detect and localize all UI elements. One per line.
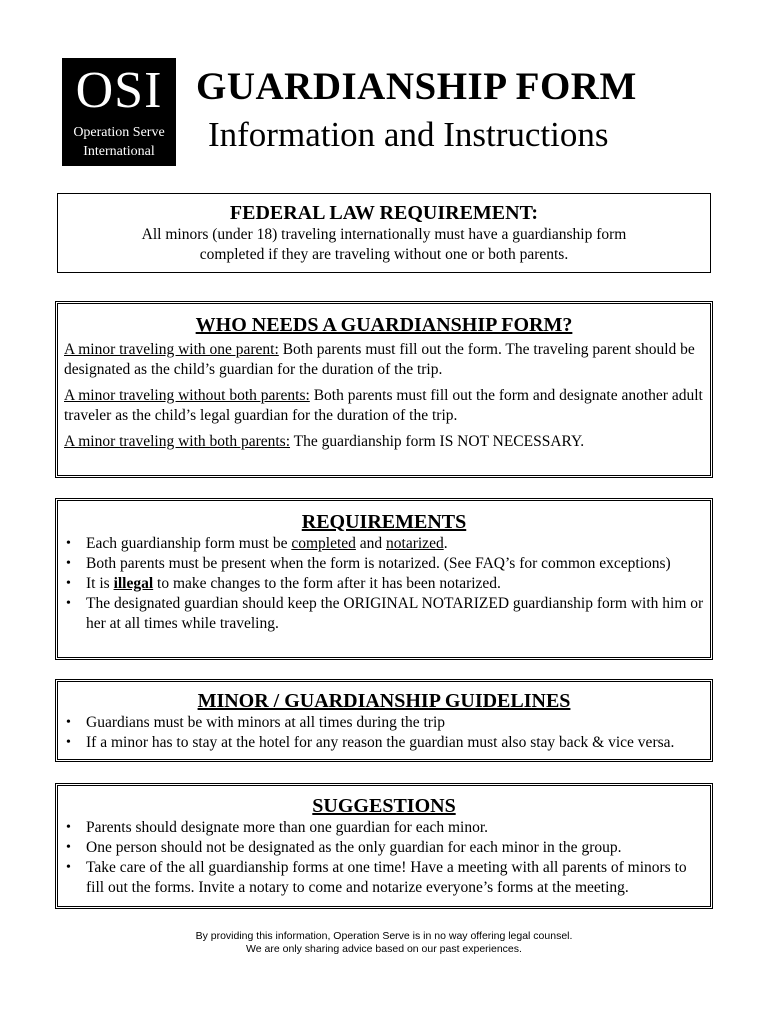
who-needs-heading: WHO NEEDS A GUARDIANSHIP FORM? [195,314,573,336]
federal-law-heading: FEDERAL LAW REQUIREMENT: [229,202,539,224]
list-item [86,574,704,594]
list-item: • Guardians must be with minors at all times during the trip [86,713,704,733]
underlined-text: completed [291,535,356,552]
disclaimer-line2: We are only sharing advice based on our past experiences. [246,943,522,955]
logo-text-line2: International [83,144,155,159]
logo-text-line1: Operation Serve [73,125,165,140]
who-needs-item-without-parents [64,386,704,426]
text: It is [86,575,114,592]
text: to make changes to the form after it has been notarized. [153,575,501,592]
requirements-heading: REQUIREMENTS [301,511,467,533]
who-needs-item-both-parents [64,432,704,452]
list-item: • The designated guardian should keep the ORIGINAL NOTARIZED guardianship form with him or her at all times while traveling. [86,594,704,634]
who-needs-text: Both parents must fill out the form. The traveling parent should be designated as the child’s guardian for the duration of the trip. [64,341,695,378]
osi-logo [62,58,176,166]
list-item: • Both parents must be present when the form is notarized. (See FAQ’s for common exceptions) [86,554,704,574]
requirements-box [55,498,713,660]
page-subtitle: Information and Instructions [208,115,609,154]
federal-law-box [57,193,711,273]
list-item: • Take care of the all guardianship forms at one time! Have a meeting with all parents of minors to fill out the forms. Invite a notary to come and notarize everyone’s forms at the meeting. [86,858,704,898]
who-needs-item-one-parent [64,340,704,380]
disclaimer-footer [0,930,768,956]
list-item: • Parents should designate more than one guardian for each minor. [86,818,704,838]
suggestions-box [55,783,713,909]
guidelines-list [64,713,704,753]
list-item: • If a minor has to stay at the hotel for any reason the guardian must also stay back & vice versa. [86,733,704,753]
requirements-list [64,534,704,634]
who-needs-text: Both parents must fill out the form and designate another adult traveler as the child’s legal guardian for the duration of the trip. [64,387,703,424]
federal-law-line1: All minors (under 18) traveling internationally must have a guardianship form [141,226,627,243]
list-item: • One person should not be designated as the only guardian for each minor in the group. [86,838,704,858]
logo-mark: OSI [75,62,163,119]
federal-law-line2: completed if they are traveling without one or both parents. [199,246,569,263]
text: Each guardianship form must be [86,535,292,552]
text: . [443,535,448,552]
who-needs-box [55,301,713,478]
page-title: GUARDIANSHIP FORM [196,65,637,108]
list-item [86,534,704,554]
suggestions-heading: SUGGESTIONS [312,795,456,817]
bold-text: illegal [113,575,154,592]
underlined-text: notarized [386,535,444,552]
disclaimer-line1: By providing this information, Operation Serve is in no way offering legal counsel. [195,930,573,942]
guidelines-box [55,679,713,762]
guidelines-heading: MINOR / GUARDIANSHIP GUIDELINES [197,690,571,712]
suggestions-list [64,818,704,898]
who-needs-label: A minor traveling without both parents: [64,387,310,404]
who-needs-label: A minor traveling with both parents: [64,433,291,450]
text: and [355,535,387,552]
who-needs-text: The guardianship form IS NOT NECESSARY. [290,433,585,450]
who-needs-label: A minor traveling with one parent: [64,341,279,358]
